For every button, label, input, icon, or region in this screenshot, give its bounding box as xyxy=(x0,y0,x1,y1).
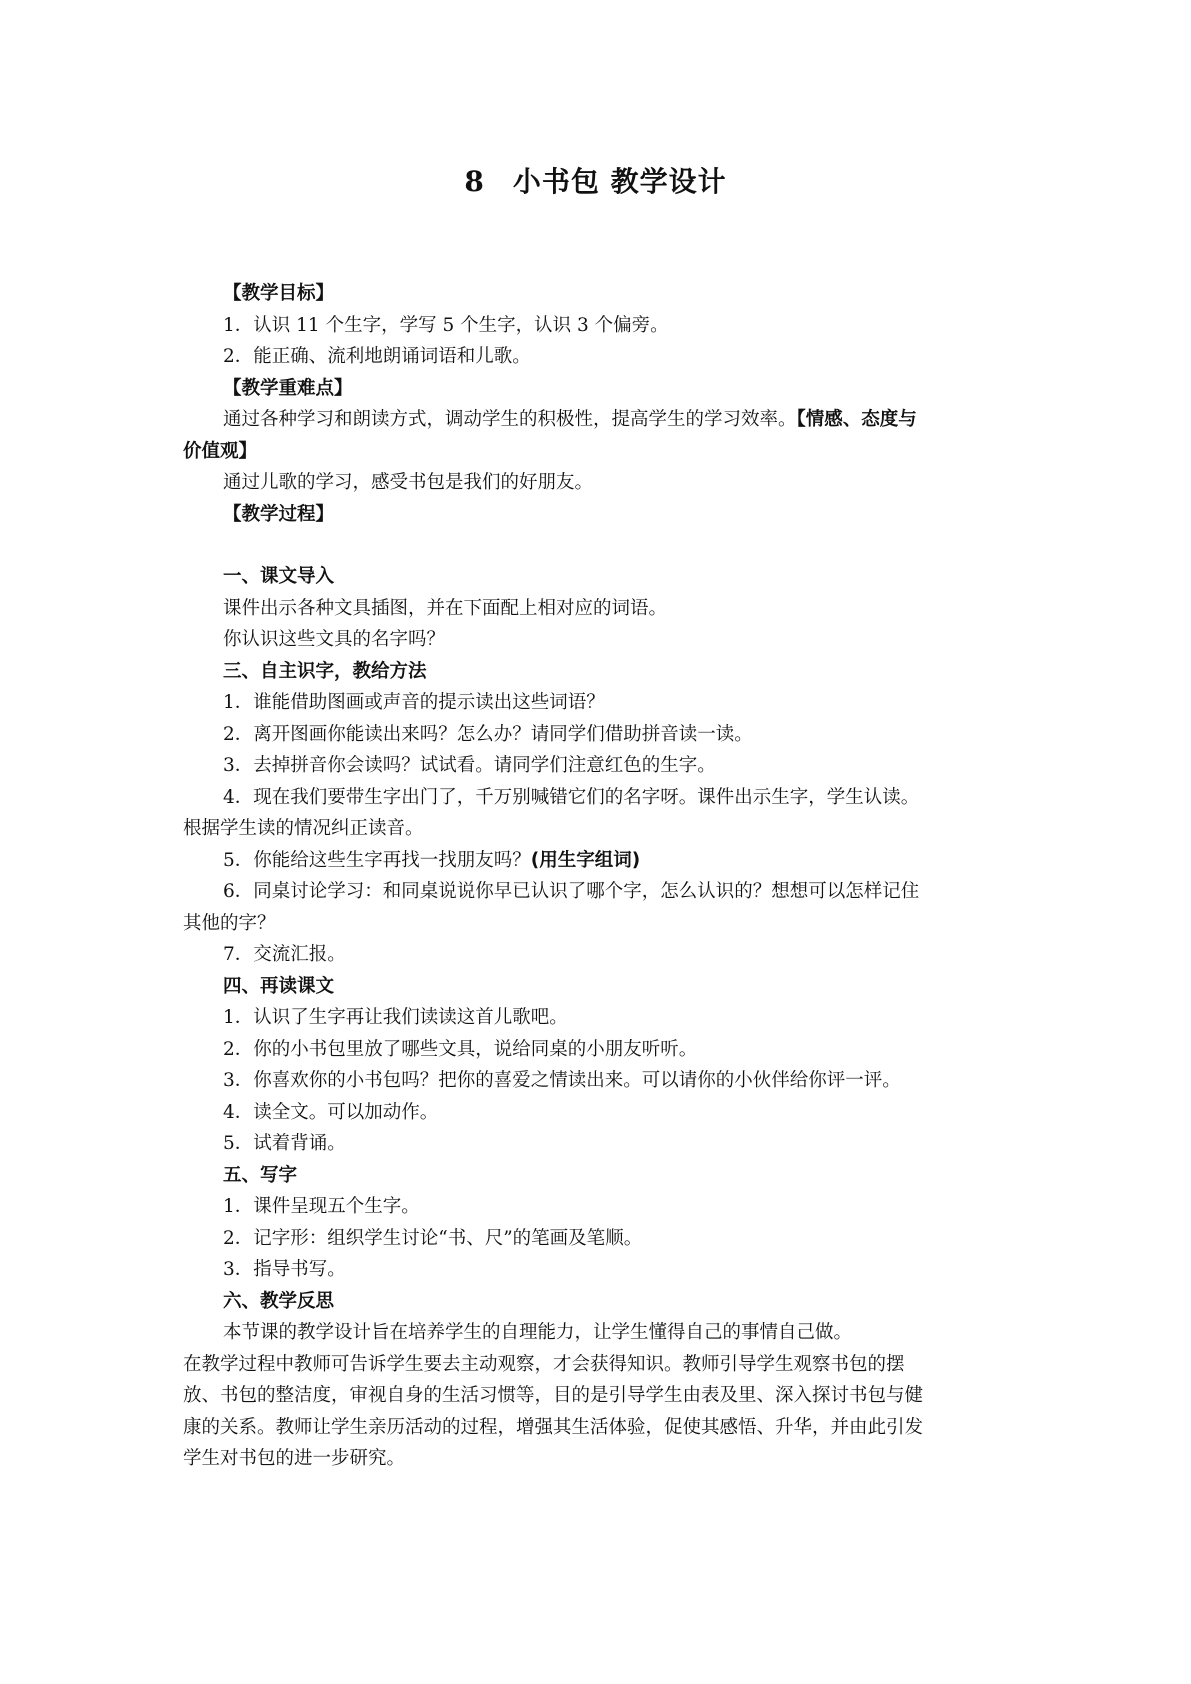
section3-item: 6．同桌讨论学习：和同桌说说你早已认识了哪个字，怎么认识的？想想可以怎样记住 xyxy=(223,881,920,902)
emotion-heading-part2: 价值观】 xyxy=(183,440,258,462)
goals-heading: 【教学目标】 xyxy=(223,283,335,304)
section3-item: 3．去掉拼音你会读吗？试试看。请同学们注意红色的生字。 xyxy=(223,755,716,776)
goal-item: 2．能正确、流利地朗诵词语和儿歌。 xyxy=(223,346,531,367)
section4-item: 4．读全文。可以加动作。 xyxy=(223,1101,439,1123)
section4-heading: 四、再读课文 xyxy=(223,975,335,997)
section4-item: 5．试着背诵。 xyxy=(223,1133,346,1154)
section3-item-continuation: 其他的字？ xyxy=(183,912,276,934)
section5-item: 1．课件呈现五个生字。 xyxy=(223,1196,420,1217)
reflection-line: 学生对书包的进一步研究。 xyxy=(183,1448,406,1469)
key-points-text: 通过各种学习和朗读方式，调动学生的积极性，提高学生的学习效率。 xyxy=(223,409,797,430)
section1-heading: 一、课文导入 xyxy=(223,566,335,587)
section5-item: 3．指导书写。 xyxy=(223,1259,346,1280)
section3-heading: 三、自主识字，教给方法 xyxy=(223,660,427,682)
section3-item: 1．谁能借助图画或声音的提示读出这些词语？ xyxy=(223,692,605,713)
section4-item: 2．你的小书包里放了哪些文具，说给同桌的小朋友听听。 xyxy=(223,1038,698,1060)
emotion-text: 通过儿歌的学习，感受书包是我们的好朋友。 xyxy=(223,472,594,493)
lesson-title: 小书包 教学设计 xyxy=(512,165,727,198)
process-heading: 【教学过程】 xyxy=(223,503,335,525)
reflection-line: 康的关系。教师让学生亲历活动的过程，增强其生活体验，促使其感悟、升华，并由此引发 xyxy=(183,1416,924,1438)
section3-item xyxy=(183,845,1015,877)
key-points-heading: 【教学重难点】 xyxy=(223,377,353,399)
reflection-line: 在教学过程中教师可告诉学生要去主动观察，才会获得知识。教师引导学生观察书包的摆 xyxy=(183,1353,905,1375)
section3-item5-note: (用生字组词) xyxy=(530,849,641,871)
section6-heading: 六、教学反思 xyxy=(223,1290,335,1312)
reflection-line: 本节课的教学设计旨在培养学生的自理能力，让学生懂得自己的事情自己做。 xyxy=(223,1322,853,1343)
section1-line: 课件出示各种文具插图，并在下面配上相对应的词语。 xyxy=(223,597,668,619)
document-body xyxy=(183,278,1015,1475)
key-points-line xyxy=(183,404,1015,436)
emotion-heading-part1: 【情感、态度与 xyxy=(796,409,917,430)
section3-item: 7．交流汇报。 xyxy=(223,944,346,965)
section5-heading: 五、写字 xyxy=(223,1164,298,1186)
section3-item-continuation: 根据学生读的情况纠正读音。 xyxy=(183,818,424,839)
goal-item: 1．认识 11 个生字，学写 5 个生字，认识 3 个偏旁。 xyxy=(223,314,669,336)
section5-item: 2．记字形：组织学生讨论“书、尺”的笔画及笔顺。 xyxy=(223,1227,643,1249)
reflection-line: 放、书包的整洁度，审视自身的生活习惯等，目的是引导学生由表及里、深入探讨书包与健 xyxy=(183,1385,924,1406)
section3-item: 2．离开图画你能读出来吗？怎么办？请同学们借助拼音读一读。 xyxy=(223,723,753,745)
lesson-number: 8 xyxy=(464,165,485,198)
section3-item5-text: 5．你能给这些生字再找一找朋友吗？ xyxy=(223,849,531,871)
section4-item: 3．你喜欢你的小书包吗？把你的喜爱之情读出来。可以请你的小伙伴给你评一评。 xyxy=(223,1070,901,1091)
spacer xyxy=(183,530,1015,561)
section4-item: 1．认识了生字再让我们读读这首儿歌吧。 xyxy=(223,1007,568,1028)
page-title xyxy=(0,162,1191,202)
section3-item: 4．现在我们要带生字出门了，千万别喊错它们的名字呀。课件出示生字，学生认读。 xyxy=(223,786,920,808)
section1-line: 你认识这些文具的名字吗？ xyxy=(223,629,446,650)
